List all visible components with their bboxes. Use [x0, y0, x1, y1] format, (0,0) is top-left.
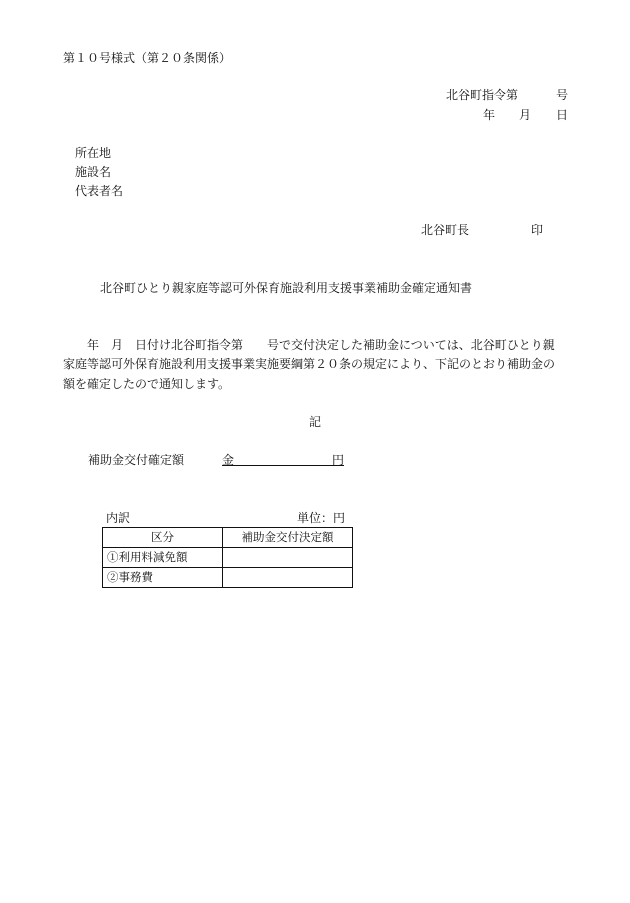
recipient-address-label: 所在地: [75, 146, 112, 160]
body-line-1: [63, 339, 567, 351]
amount-prefix: 金: [222, 453, 235, 467]
body-line-1-ref: 北谷町指令第: [171, 338, 244, 352]
amount-unit: 円: [332, 453, 345, 467]
recipient-representative-label: 代表者名: [75, 184, 124, 198]
issuer-ref-suffix: 号: [556, 88, 569, 102]
body-line-2: 家庭等認可外保育施設利用支援事業実施要綱第２０条の規定により、下記のとおり補助金の: [63, 357, 556, 371]
breakdown-header-amount: 補助金交付決定額: [223, 528, 353, 548]
sender-seal: 印: [531, 223, 544, 237]
date-month: 月: [519, 108, 532, 122]
issuer-ref-prefix: 北谷町指令第: [446, 88, 519, 102]
amount-underline: [222, 465, 344, 466]
amount-label: 補助金交付確定額: [88, 453, 185, 467]
sender-title: 北谷町長: [421, 223, 470, 237]
ki-heading: 記: [309, 415, 322, 429]
breakdown-row-category: ①利用料減免額: [103, 548, 223, 568]
breakdown-header-category: 区分: [103, 528, 223, 548]
recipient-facility-label: 施設名: [75, 165, 112, 179]
body-line-1-rest: 号で交付決定した補助金については、北谷町ひとり親: [267, 338, 555, 352]
date-day: 日: [556, 108, 569, 122]
date-year: 年: [483, 108, 496, 122]
breakdown-header-row: [103, 528, 353, 548]
table-row: [103, 568, 353, 588]
form-number: 第１０号様式（第２０条関係）: [63, 51, 232, 65]
breakdown-row-amount: [223, 548, 353, 568]
breakdown-row-category: ②事務費: [103, 568, 223, 588]
document-title: 北谷町ひとり親家庭等認可外保育施設利用支援事業補助金確定通知書: [100, 281, 473, 295]
body-line-1-date: 年 月 日付け: [87, 338, 172, 352]
table-row: [103, 548, 353, 568]
body-line-3: 額を確定したので通知します。: [63, 377, 231, 391]
breakdown-row-amount: [223, 568, 353, 588]
breakdown-unit-note: 単位：円: [297, 511, 346, 525]
breakdown-table: [102, 527, 353, 588]
breakdown-label: 内訳: [106, 511, 131, 525]
